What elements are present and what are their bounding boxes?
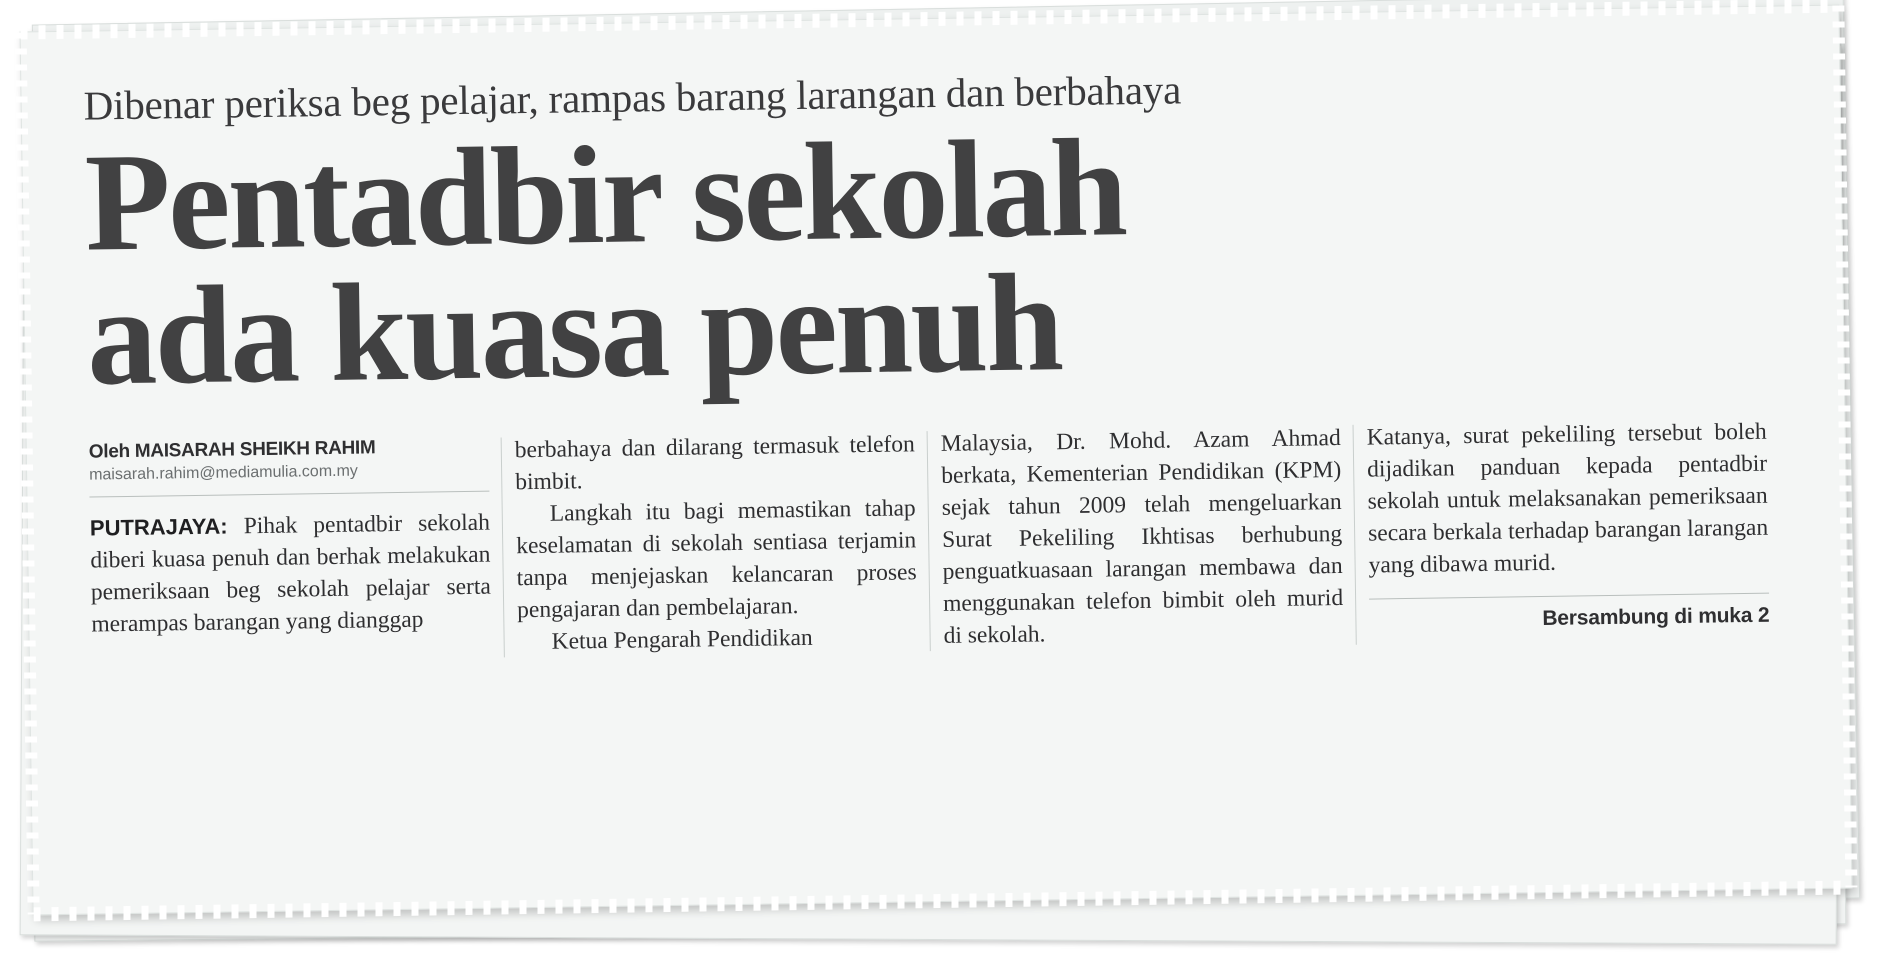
article-dateline: PUTRAJAYA: (89, 513, 228, 541)
article-paragraph: berbahaya dan dilarang termasuk telefon bimbit. (514, 431, 915, 496)
continued-divider (1369, 592, 1769, 599)
article-column-3 (941, 422, 1370, 652)
article-paragraph: Ketua Pengarah Pendidikan (551, 624, 813, 655)
article-paragraph (90, 508, 492, 642)
article-paragraph: Katanya, surat pekeliling tersebut boleh dijadikan panduan kepada pentadbir sekolah untuk melaksanakan pemeriksaan secara berkala terhadap barangan larangan yang dibawa murid. (1366, 418, 1769, 579)
headline-line-2: ada kuasa penuh (85, 245, 1063, 416)
news-clipping (20, 5, 1853, 916)
article-paragraph-text: Pihak pentadbir sekolah diberi kuasa penuh dan berhak melakukan pemeriksaan beg sekolah pelajar serta merampas barangan yang dianggap (90, 509, 492, 638)
article-column-2 (515, 429, 944, 659)
article-content (83, 58, 1799, 873)
byline-divider (89, 491, 489, 498)
headline-line-1: Pentadbir sekolah (83, 110, 1127, 281)
article-paragraph: Langkah itu bagi memastikan tahap keselamatan di sekolah sentiasa terjamin tanpa menjejaskan kelancaran proses pengajaran dan pembelajaran. (516, 495, 917, 623)
article-paragraph: Malaysia, Dr. Mohd. Azam Ahmad berkata, Kementerian Pendidikan (KPM) sejak tahun 2009 telah mengeluarkan Surat Pekeliling Ikhtisas berhubung penguatkuasaan larangan membawa dan menggunakan telefon bimbit oleh murid di sekolah. (940, 424, 1344, 649)
article-headline (83, 110, 1792, 416)
article-byline: Oleh MAISARAH SHEIKH RAHIM (88, 437, 376, 463)
article-columns (89, 416, 1796, 665)
article-byline-email: maisarah.rahim@mediamulia.com.my (89, 462, 358, 484)
article-kicker: Dibenar periksa beg pelajar, rampas barang larangan dan berbahaya (83, 66, 1182, 129)
article-column-1 (89, 435, 518, 665)
article-column-4 (1366, 416, 1795, 646)
continued-note: Bersambung di muka 2 (1542, 603, 1770, 630)
